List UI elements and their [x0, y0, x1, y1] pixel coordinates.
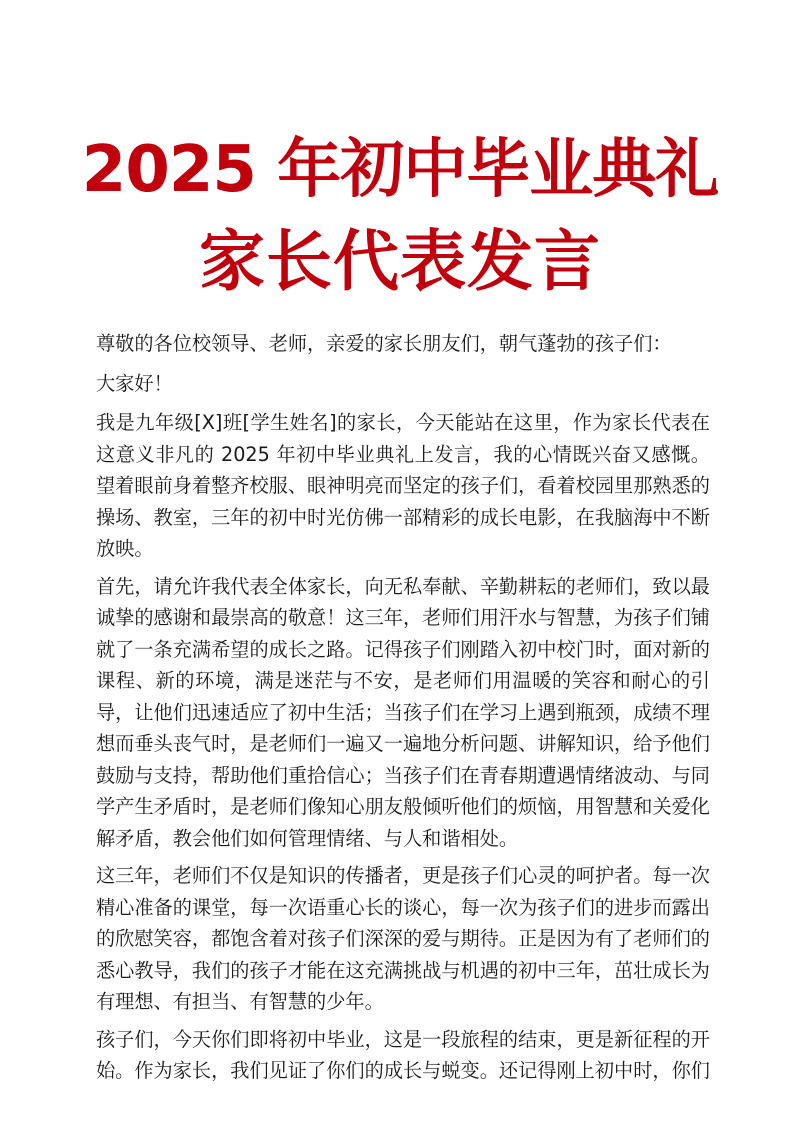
teachers-care-paragraph: 这三年，老师们不仅是知识的传播者，更是孩子们心灵的呵护者。每一次精心准备的课堂，每一次语重心长的谈心，每一次为孩子们的进步而露出的欣慰笑容，都饱含着对孩子们深深的爱与期待。正是因为有了老师们的悉心教导，我们的孩子才能在这充满挑战与机遇的初中三年，茁壮成长为有理想、有担当、有智慧的少年。 — [96, 864, 710, 1013]
introduction-paragraph: 我是九年级[X]班[学生姓名]的家长，今天能站在这里，作为家长代表在这意义非凡的 2025 年初中毕业典礼上发言，我的心情既兴奋又感慨。望着眼前身着整齐校服、眼神明亮而坚定的孩子们，看着校园里那熟悉的操场、教室，三年的初中时光仿佛一部精彩的成长电影，在我脑海中不断放映。 — [96, 411, 710, 560]
message-to-children-paragraph: 孩子们，今天你们即将初中毕业，这是一段旅程的结束，更是新征程的开始。作为家长，我们见证了你们的成长与蜕变。还记得刚上初中时，你们 — [96, 1027, 710, 1082]
speech-body — [96, 328, 710, 1093]
salutation-paragraph: 尊敬的各位校领导、老师，亲爱的家长朋友们，朝气蓬勃的孩子们： — [96, 332, 672, 355]
document-title-line-1: 2025 年初中毕业典礼 — [81, 133, 719, 207]
thanks-teachers-paragraph: 首先，请允许我代表全体家长，向无私奉献、辛勤耕耘的老师们，致以最诚挚的感谢和最崇高的敬意！这三年，老师们用汗水与智慧，为孩子们铺就了一条充满希望的成长之路。记得孩子们刚踏入初中校门时，面对新的课程、新的环境，满是迷茫与不安，是老师们用温暖的笑容和耐心的引导，让他们迅速适应了初中生活；当孩子们在学习上遇到瓶颈，成绩不理想而垂头丧气时，是老师们一遍又一遍地分析问题、讲解知识，给予他们鼓励与支持，帮助他们重拾信心；当孩子们在青春期遭遇情绪波动、与同学产生矛盾时，是老师们像知心朋友般倾听他们的烦恼，用智慧和关爱化解矛盾，教会他们如何管理情绪、与人和谐相处。 — [96, 574, 710, 850]
document-title-line-2: 家长代表发言 — [199, 223, 601, 300]
greeting-paragraph: 大家好！ — [96, 371, 173, 395]
